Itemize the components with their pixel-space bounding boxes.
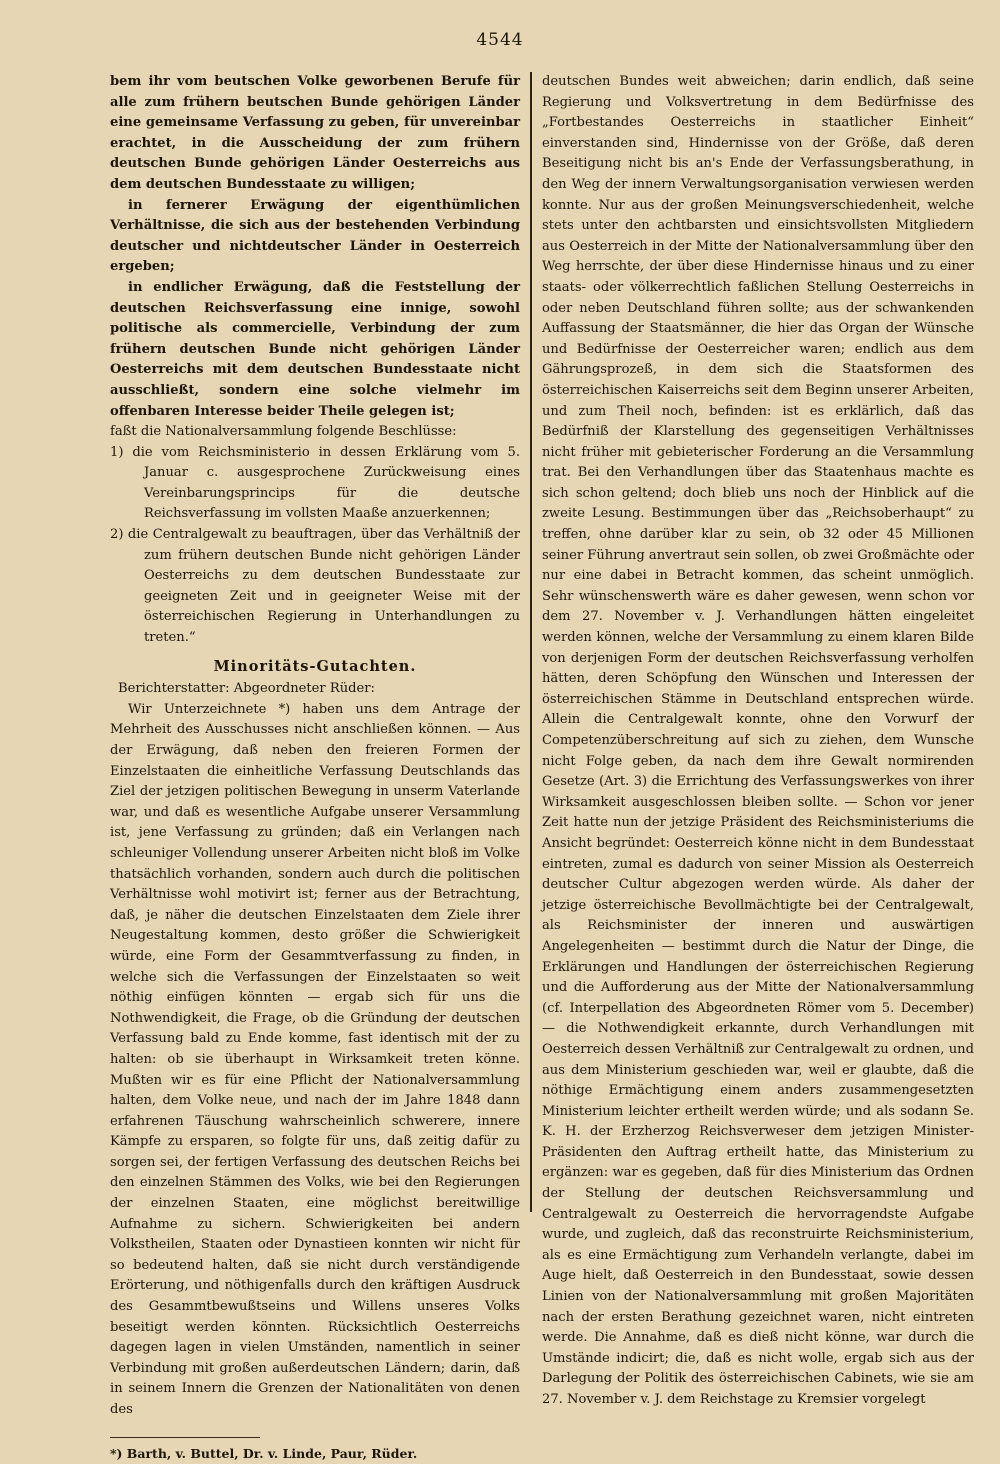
resolution-item-1: 1) die vom Reichsministerio in dessen Erklärung vom 5. Januar c. ausgesprochene Zurückweisung eines Vereinbarungsprincips für die deutsche Reichsverfassung im vollsten Maaße anzuerkennen; (110, 444, 520, 522)
left-bold-paragraph-3: in endlicher Erwägung, daß die Feststellung der deutschen Reichsverfassung eine innige, sowohl politische als commercielle, Verbindung der zum frühern deutschen Bunde nicht gehörigen Länder Oesterreichs mit dem deutschen Bundesstaate nicht ausschließt, sondern eine solche vielmehr im offenbaren Interesse beider Theile gelegen ist; (110, 279, 520, 419)
resolution-item-2: 2) die Centralgewalt zu beauftragen, über das Verhältniß der zum frühern deutschen Bunde nicht gehörigen Länder Oesterreichs zu dem deutschen Bundesstaate zur geeigneten Zeit und in geeigneter Weise mit der österreichischen Regierung in Unterhandlungen zu treten.“ (110, 527, 520, 646)
column-divider (530, 72, 532, 1212)
left-bold-paragraph-2: in fernerer Erwägung der eigenthümlichen Verhältnisse, die sich aus der bestehenden Verbindung deutscher und nichtdeutscher Länder in Oesterreich ergeben; (110, 197, 520, 275)
left-column (110, 72, 520, 1464)
footnote-divider (110, 1437, 260, 1438)
minority-report-body: Wir Unterzeichnete *) haben uns dem Antrage der Mehrheit des Ausschusses nicht anschließen können. — Aus der Erwägung, daß neben den freieren Formen der Einzelstaaten die einheitliche Verfassung Deutschlands das Ziel der jetzigen politischen Bewegung in unserm Vaterlande war, und daß es wesentliche Aufgabe unserer Versammlung ist, jene Verfassung zu gründen; daß ein Verlangen nach schleuniger Vollendung unserer Arbeiten nicht bloß im Volke thatsächlich vorhanden, sondern auch durch die politischen Verhältnisse wohl motivirt ist; ferner aus der Betrachtung, daß, je näher die deutschen Einzelstaaten dem Ziele ihrer Neugestaltung kommen, desto größer die Schwierigkeit würde, eine Form der Gesammtverfassung zu finden, in welche sich die Verfassungen der Einzelstaaten so weit nöthig einfügen könnten — ergab sich für uns die Nothwendigkeit, die Frage, ob die Gründung der deutschen Verfassung bald zu Ende komme, fast identisch mit der zu halten: ob sie überhaupt in Wirksamkeit treten könne. Mußten wir es für eine Pflicht der Nationalversammlung halten, dem Volke neue, und nach der im Jahre 1848 dann erfahrenen Täuschung wahrscheinlich schwerere, innere Kämpfe zu ersparen, so folgte für uns, daß zeitig dafür zu sorgen sei, der fertigen Verfassung des deutschen Reichs bei den einzelnen Stämmen des Volks, wie bei den Regierungen der einzelnen Staaten, eine möglichst bereitwillige Aufnahme zu sichern. Schwierigkeiten bei andern Volkstheilen, Staaten oder Dynastieen konnten wir nicht für so bedeutend halten, daß sie nicht durch verständigende Erörterung, und nöthigenfalls durch den kräftigen Ausdruck des Gesammtbewußtseins und Willens unseres Volks beseitigt werden könnten. Rücksichtlich Oesterreichs dagegen lagen in vielen Umständen, namentlich in seiner Verbindung mit großen außerdeutschen Ländern; darin, daß in seinem Innern die Grenzen der Nationalitäten von denen des (110, 701, 520, 1417)
page-number: 4544 (476, 30, 524, 50)
reporter-line: Berichterstatter: Abgeordneter Rüder: (118, 681, 375, 697)
left-bold-paragraph-1: bem ihr vom beutschen Volke geworbenen Berufe für alle zum frühern beutschen Bunde gehörigen Länder eine gemeinsame Verfassung zu geben, für unvereinbar erachtet, in die Ausscheidung der zum frühern deutschen Bunde gehörigen Länder Oesterreichs aus dem deutschen Bundesstaate zu willigen; (110, 74, 520, 192)
right-column-body: deutschen Bundes weit abweichen; darin endlich, daß seine Regierung und Volksvertretung in dem Bedürfnisse des „Fortbestandes Oesterreichs in staatlicher Einheit“ einverstanden sind, Hindernisse von der Größe, daß deren Beseitigung nicht bis an's Ende der Verfassungsberathung, in den Weg der innern Verwaltungsorganisation verwiesen werden konnte. Nur aus der großen Meinungsverschiedenheit, welche stets unter den achtbarsten und einsichtsvollsten Mitgliedern aus Oesterreich in der Mitte der Nationalversammlung über den Weg herrschte, der über diese Hindernisse hinaus und zu einer staats- oder völkerrechtlich faßlichen Stellung Oesterreichs in oder neben Deutschland führen sollte; aus der schwankenden Auffassung der Staatsmänner, die hier das Organ der Wünsche und Bedürfnisse der Oesterreicher waren; endlich aus dem Gährungsprozeß, in dem sich die Staatsformen des österreichischen Kaiserreichs seit dem Beginn unserer Arbeiten, und zum Theil noch, befinden: ist es erklärlich, daß das Bedürfniß der Klarstellung des gegenseitigen Verhältnisses nicht früher mit gebieterischer Forderung an die Versammlung trat. Bei den Verhandlungen über das Staatenhaus machte es sich schon geltend; doch blieb uns noch der Hinblick auf die zweite Lesung. Bestimmungen über das „Reichsoberhaupt“ zu treffen, ohne darüber klar zu sein, ob 32 oder 45 Millionen seiner Führung anvertraut sein sollen, ob zwei Großmächte oder nur eine dabei in Betracht kommen, das scheint unmöglich. Sehr wünschenswerth wäre es daher gewesen, wenn schon vor dem 27. November v. J. Verhandlungen hätten eingeleitet werden können, welche der Versammlung zu einem klaren Bilde von derjenigen Form der deutschen Reichsverfassung verholfen hätten, deren Schöpfung den Wünschen und Interessen der österreichischen Stämme in Deutschland entsprechen würde. Allein die Centralgewalt konnte, ohne den Vorwurf der Competenzüberschreitung auf sich zu ziehen, dem Wunsche nicht Folge geben, da nach dem ihre Gewalt normirenden Gesetze (Art. 3) die Errichtung des Verfassungswerkes von ihrer Wirksamkeit ausgeschlossen bleiben sollte. — Schon vor jener Zeit hatte nun der jetzige Präsident des Reichsministeriums die Ansicht begründet: Oesterreich könne nicht in dem Bundesstaat eintreten, zumal es dadurch von seiner Mission als Oesterreich deutscher Cultur abgezogen werden würde. Als daher der jetzige österreichische Bevollmächtigte bei der Centralgewalt, als Reichsminister der inneren und auswärtigen Angelegenheiten — bestimmt durch die Natur der Dinge, die Erklärungen und Handlungen der österreichischen Regierung und die Aufforderung aus der Mitte der Nationalversammlung (cf. Interpellation des Abgeordneten Römer vom 5. December) — die Nothwendigkeit erkannte, durch Verhandlungen mit Oesterreich dessen Verhältniß zur Centralgewalt zu ordnen, und aus dem Ministerium geschieden war, weil er glaubte, daß die nöthige Ermächtigung einem anders zusammengesetzten Ministerium leichter ertheilt werden würde; und als sodann Se. K. H. der Erzherzog Reichsverweser dem jetzigen Minister-Präsidenten den Auftrag ertheilt hatte, das Ministerium zu ergänzen: war es gegeben, daß für dies Ministerium das Ordnen der Stellung der deutschen Reichsversammlung und Centralgewalt zu Oesterreich die hervorragendste Aufgabe wurde, und zugleich, daß das reconstruirte Reichsministerium, als es eine Ermächtigung zum Verhandeln verlangte, dabei im Auge hielt, daß Oesterreich in den Bundesstaat, sowie dessen Linien von der Nationalversammlung mit großen Majoritäten nach der ersten Berathung gezeichnet waren, nicht eintreten werde. Die Annahme, daß es dieß nicht könne, war durch die Umstände indicirt; die, daß es nicht wolle, ergab sich aus der Darlegung der Politik des österreichischen Cabinets, wie sie am 27. November v. J. dem Reichstage zu Kremsier vorgelegt (542, 74, 974, 1407)
footnote: *) Barth, v. Buttel, Dr. v. Linde, Paur, Rüder. (110, 1445, 418, 1461)
resolution-intro: faßt die Nationalversammlung folgende Beschlüsse: (110, 424, 457, 440)
section-heading: Minoritäts-Gutachten. (213, 657, 417, 675)
right-column (542, 72, 974, 1411)
